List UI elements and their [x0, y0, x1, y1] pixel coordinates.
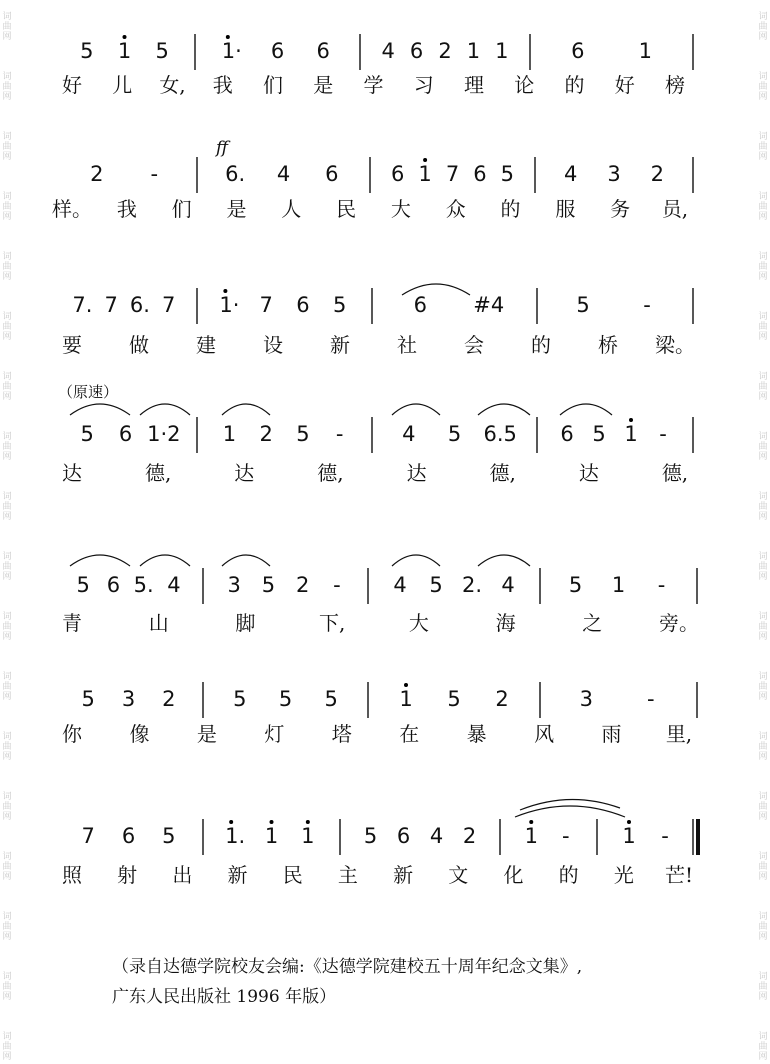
note-digit: 5	[155, 39, 169, 63]
watermark-text: 词曲网	[758, 1032, 768, 1062]
lyric-syllable: 山	[148, 611, 169, 635]
note-digit: 1	[418, 162, 432, 186]
watermark-text: 词曲网	[2, 972, 12, 1002]
lyric-syllable: 里,	[665, 722, 693, 746]
watermark-text: 词曲网	[758, 492, 768, 522]
lyric-syllable: 德,	[317, 461, 344, 485]
lyric-syllable: 出	[172, 863, 193, 887]
note-digit: 7	[445, 162, 460, 186]
watermark-text: 词曲网	[2, 432, 12, 462]
lyric-syllable: 新	[393, 863, 414, 887]
lyric-syllable: 民	[336, 197, 357, 221]
lyric-syllable: 设	[263, 333, 283, 357]
lyric-syllable: 榜	[665, 73, 685, 97]
note-digit: 2	[259, 422, 273, 446]
lyric-syllable: 化	[503, 863, 524, 887]
note-digit: 5	[162, 824, 176, 848]
note-digit: 1	[466, 39, 481, 63]
watermark-text: 词曲网	[2, 792, 12, 822]
lyric-syllable: 民	[282, 863, 303, 887]
lyric-syllable: 务	[610, 197, 631, 221]
note-digit: 6	[296, 293, 310, 317]
note-dash: -	[643, 293, 651, 317]
note-digit: 5	[447, 687, 461, 711]
slur-arc	[222, 555, 270, 566]
note-digit: 3	[227, 573, 241, 597]
note-digit: 6	[473, 162, 487, 186]
watermark-text: 词曲网	[2, 612, 12, 642]
watermark-text: 词曲网	[758, 852, 768, 882]
note-digit: 2	[495, 687, 509, 711]
note-digit: 5	[363, 824, 378, 848]
lyric-syllable: 的	[531, 333, 551, 357]
watermark-text: 词曲网	[758, 552, 768, 582]
lyric-syllable: 员,	[661, 197, 689, 221]
lyric-syllable: 新	[330, 333, 350, 357]
watermark-text: 词曲网	[2, 492, 12, 522]
lyric-syllable: 服	[555, 197, 576, 221]
note-digit: 5	[80, 39, 94, 63]
octave-dot	[270, 820, 274, 824]
watermark-text: 词曲网	[2, 732, 12, 762]
note-dash: -	[335, 422, 344, 446]
note-digit: 4	[501, 573, 515, 597]
lyric-syllable: 在	[399, 722, 420, 746]
note-digit: 3	[121, 687, 136, 711]
lyric-syllable: 芒!	[664, 863, 694, 887]
note-digit: 6.	[129, 293, 150, 317]
lyric-syllable: 光	[613, 863, 634, 887]
note-digit: 6	[118, 422, 133, 446]
watermark-text: 词曲网	[2, 132, 12, 162]
note-digit: 6	[106, 573, 121, 597]
watermark-text: 词曲网	[758, 792, 768, 822]
note-digit: #4	[473, 293, 505, 317]
slur-arc	[515, 806, 625, 817]
watermark-text: 词曲网	[758, 192, 768, 222]
watermark-text: 词曲网	[2, 72, 12, 102]
watermark-text: 词曲网	[2, 192, 12, 222]
note-digit: 6	[409, 39, 424, 63]
note-digit: 3	[607, 162, 621, 186]
lyric-syllable: 习	[413, 73, 434, 97]
lyric-syllable: 达	[62, 461, 82, 485]
note-digit: 2	[162, 687, 176, 711]
lyric-syllable: 照	[62, 863, 82, 887]
watermark-text: 词曲网	[2, 372, 12, 402]
lyric-syllable: 女,	[159, 73, 186, 97]
watermark-text: 词曲网	[758, 432, 768, 462]
note-digit: 6	[316, 39, 330, 63]
watermark-text: 词曲网	[2, 12, 12, 42]
lyric-syllable: 脚	[235, 611, 256, 635]
note-digit: 1·	[221, 39, 242, 63]
note-digit: 5	[81, 687, 95, 711]
slur-arc	[478, 555, 530, 566]
watermark-text: 词曲网	[758, 372, 768, 402]
lyric-syllable: 要	[62, 333, 82, 357]
lyric-syllable: 的	[558, 863, 579, 887]
watermark-text: 词曲网	[2, 1032, 12, 1062]
lyric-syllable: 新	[227, 863, 248, 887]
note-digit: 4	[167, 573, 181, 597]
lyric-syllable: 之	[582, 611, 603, 635]
slur-arc	[392, 404, 440, 415]
lyric-syllable: 主	[337, 863, 358, 887]
note-dash: -	[646, 687, 655, 711]
note-digit: 2	[438, 39, 452, 63]
lyric-syllable: 风	[534, 722, 555, 746]
note-digit: 1	[524, 824, 538, 848]
watermark-text: 词曲网	[2, 912, 12, 942]
slur-arc	[70, 404, 130, 415]
note-digit: 2	[462, 824, 477, 848]
note-digit: 5	[261, 573, 276, 597]
watermark-text: 词曲网	[2, 852, 12, 882]
note-digit: 6	[270, 39, 285, 63]
note-dash: -	[150, 162, 159, 186]
lyric-syllable: 灯	[264, 722, 285, 746]
lyric-syllable: 好	[62, 73, 82, 97]
lyric-syllable: 海	[495, 611, 516, 635]
note-dash: -	[561, 824, 570, 848]
slur-arc	[140, 555, 190, 566]
note-digit: 2	[90, 162, 104, 186]
lyric-syllable: 是	[313, 73, 334, 97]
note-digit: 1	[495, 39, 509, 63]
watermark-text: 词曲网	[758, 672, 768, 702]
note-digit: 4	[276, 162, 291, 186]
lyric-syllable: 论	[514, 73, 535, 97]
note-digit: 1	[117, 39, 132, 63]
lyric-syllable: 达	[406, 461, 427, 485]
note-digit: 7	[161, 293, 176, 317]
lyric-syllable: 暴	[466, 722, 487, 746]
note-dash: -	[661, 824, 669, 848]
slur-arc	[392, 555, 440, 566]
note-digit: 5	[278, 687, 293, 711]
note-digit: 5	[500, 162, 514, 186]
note-digit: 1	[638, 39, 652, 63]
source-line-1: （录自达德学院校友会编:《达德学院建校五十周年纪念文集》,	[112, 957, 583, 977]
lyric-syllable: 做	[129, 333, 149, 357]
note-digit: 5	[447, 422, 462, 446]
lyric-syllable: 青	[62, 611, 82, 635]
lyric-syllable: 大	[408, 611, 429, 635]
note-digit: 5	[576, 293, 590, 317]
note-digit: 1	[399, 687, 413, 711]
lyric-syllable: 你	[62, 722, 82, 746]
lyric-syllable: 下,	[318, 611, 346, 635]
note-digit: 5	[332, 293, 347, 317]
note-digit: 1	[264, 824, 279, 848]
lyric-syllable: 射	[117, 863, 138, 887]
note-digit: 1.	[225, 824, 246, 848]
watermark-text: 词曲网	[758, 612, 768, 642]
slur-arc	[520, 799, 620, 810]
watermark-text: 词曲网	[758, 252, 768, 282]
note-digit: 6	[325, 162, 339, 186]
lyric-syllable: 我	[212, 73, 233, 97]
lyric-syllable: 德,	[489, 461, 516, 485]
lyric-syllable: 社	[397, 333, 417, 357]
octave-dot	[306, 820, 310, 824]
note-digit: 3	[579, 687, 593, 711]
watermark-text: 词曲网	[758, 732, 768, 762]
note-digit: 5	[592, 422, 606, 446]
note-digit: 5	[233, 687, 247, 711]
lyric-syllable: 建	[196, 333, 216, 357]
note-digit: 6.	[225, 162, 246, 186]
lyric-syllable: 众	[445, 197, 466, 221]
lyric-syllable: 雨	[601, 722, 622, 746]
lyric-syllable: 德,	[661, 461, 689, 485]
octave-dot	[627, 820, 631, 824]
note-digit: 1	[622, 824, 636, 848]
watermark-text: 词曲网	[758, 12, 768, 42]
note-digit: 5	[429, 573, 443, 597]
note-digit: 1·	[219, 293, 240, 317]
note-digit: 2	[295, 573, 310, 597]
slur-arc	[402, 284, 470, 295]
note-digit: 5	[76, 573, 90, 597]
note-dash: -	[333, 573, 341, 597]
lyric-syllable: 理	[464, 73, 484, 97]
note-digit: 6	[560, 422, 574, 446]
lyric-syllable: 是	[226, 197, 247, 221]
octave-dot	[223, 289, 227, 293]
octave-dot	[226, 35, 230, 39]
watermark-text: 词曲网	[2, 252, 12, 282]
lyric-syllable: 桥	[598, 333, 618, 357]
note-digit: 1	[301, 824, 315, 848]
lyric-syllable: 旁。	[659, 611, 699, 635]
watermark-text: 词曲网	[2, 672, 12, 702]
watermark-text: 词曲网	[758, 72, 768, 102]
note-digit: 1	[222, 422, 237, 446]
watermark-text: 词曲网	[2, 312, 12, 342]
lyric-syllable: 的	[500, 197, 521, 221]
source-line-2: 广东人民出版社 1996 年版）	[112, 987, 337, 1007]
note-digit: 7.	[72, 293, 93, 317]
note-digit: 6	[571, 39, 585, 63]
note-digit: 4	[563, 162, 578, 186]
lyric-syllable: 达	[578, 461, 599, 485]
note-digit: 5	[324, 687, 338, 711]
lyric-syllable: 像	[129, 722, 150, 746]
note-digit: 4	[381, 39, 395, 63]
lyric-syllable: 达	[234, 461, 255, 485]
note-digit: 6	[391, 162, 405, 186]
lyric-syllable: 文	[448, 863, 469, 887]
note-digit: 6.5	[483, 422, 517, 446]
note-digit: 5.	[133, 573, 154, 597]
lyric-syllable: 样。	[52, 197, 92, 221]
tempo-marking: （原速）	[58, 383, 119, 401]
lyric-syllable: 学	[363, 73, 384, 97]
watermark-text: 词曲网	[758, 912, 768, 942]
note-digit: 1	[611, 573, 626, 597]
note-digit: 6	[121, 824, 136, 848]
lyric-syllable: 好	[614, 73, 635, 97]
note-digit: 6	[396, 824, 411, 848]
note-digit: 5	[296, 422, 310, 446]
note-digit: 4	[429, 824, 444, 848]
note-digit: 2	[650, 162, 665, 186]
slur-arc	[70, 555, 130, 566]
note-digit: 7	[104, 293, 118, 317]
slur-arc	[140, 404, 190, 415]
lyric-syllable: 塔	[331, 722, 352, 746]
lyric-syllable: 德,	[144, 461, 172, 485]
lyric-syllable: 们	[171, 197, 192, 221]
note-digit: 2.	[461, 573, 483, 597]
watermark-text: 词曲网	[758, 132, 768, 162]
lyric-syllable: 人	[281, 197, 302, 221]
octave-dot	[529, 820, 533, 824]
note-digit: 5	[568, 573, 583, 597]
lyric-syllable: 的	[564, 73, 585, 97]
note-digit: 4	[393, 573, 407, 597]
lyric-syllable: 会	[464, 333, 484, 357]
note-digit: 5	[80, 422, 94, 446]
note-digit: 1·2	[147, 422, 181, 446]
source-citation	[112, 952, 712, 1012]
note-digit: 6	[413, 293, 427, 317]
lyric-syllable: 们	[263, 73, 283, 97]
lyric-syllable: 梁。	[655, 333, 695, 357]
dynamic-marking: ff	[216, 138, 229, 158]
octave-dot	[229, 820, 233, 824]
note-digit: 1	[624, 422, 638, 446]
lyric-syllable: 是	[196, 722, 217, 746]
slur-arc	[478, 404, 530, 415]
octave-dot	[423, 158, 427, 162]
lyric-syllable: 大	[390, 197, 411, 221]
lyric-syllable: 我	[116, 197, 137, 221]
slur-arc	[560, 404, 612, 415]
note-digit: 7	[259, 293, 273, 317]
octave-dot	[404, 683, 408, 687]
watermark-text: 词曲网	[758, 972, 768, 1002]
slur-arc	[222, 404, 270, 415]
lyric-syllable: 儿	[112, 73, 133, 97]
note-digit: 4	[402, 422, 416, 446]
watermark-text: 词曲网	[2, 552, 12, 582]
octave-dot	[123, 35, 127, 39]
note-dash: -	[657, 573, 666, 597]
note-digit: 7	[81, 824, 95, 848]
note-dash: -	[659, 422, 667, 446]
octave-dot	[629, 418, 633, 422]
watermark-text: 词曲网	[758, 312, 768, 342]
